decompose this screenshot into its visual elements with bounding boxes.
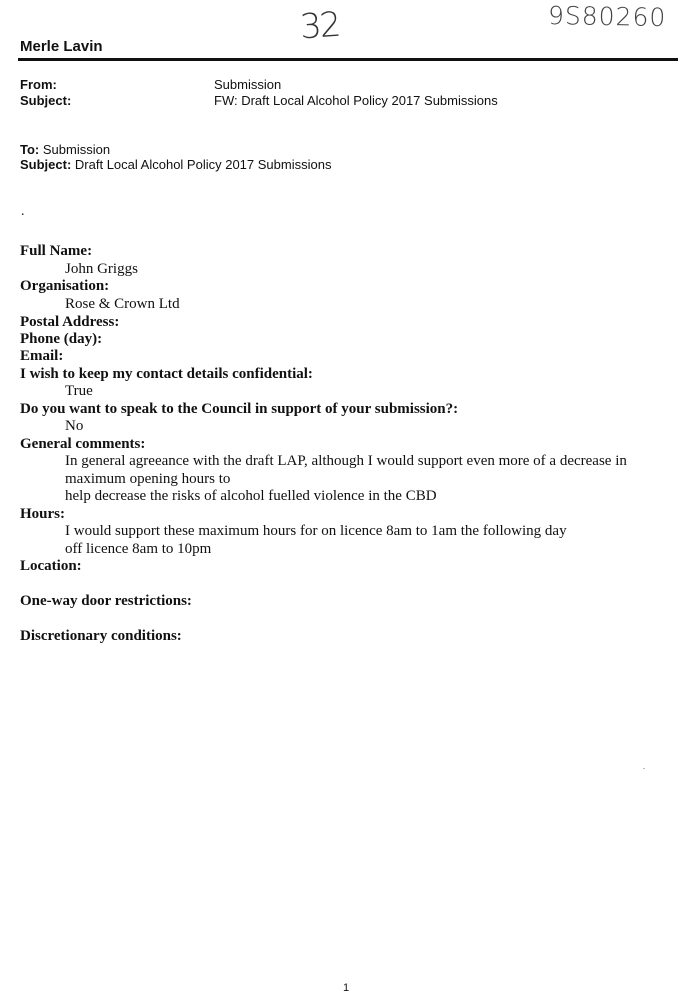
to-label: To: xyxy=(20,142,40,157)
from-value: Submission xyxy=(214,77,282,92)
forwarded-to xyxy=(20,142,110,157)
phone-label: Phone (day): xyxy=(20,331,103,347)
general-comments-line: In general agreeance with the draft LAP, although I would support even more of a decrease in xyxy=(65,453,627,469)
one-way-door-label: One-way door restrictions: xyxy=(20,593,192,609)
subject-value: FW: Draft Local Alcohol Policy 2017 Submissions xyxy=(214,93,498,108)
speak-value: No xyxy=(65,418,84,434)
hours-line: off licence 8am to 10pm xyxy=(65,541,212,557)
forwarded-subject-label: Subject: xyxy=(20,157,72,172)
full-name-label: Full Name: xyxy=(20,243,93,259)
confidential-value: True xyxy=(65,383,93,399)
organisation-value: Rose & Crown Ltd xyxy=(65,296,180,312)
general-comments-line: help decrease the risks of alcohol fuelled violence in the CBD xyxy=(65,488,437,504)
postal-address-label: Postal Address: xyxy=(20,314,120,330)
page-number: 1 xyxy=(343,982,350,994)
hours-label: Hours: xyxy=(20,506,65,522)
full-name-value: John Griggs xyxy=(65,261,138,277)
handwritten-reference: 9S80260 xyxy=(547,0,667,33)
from-label: From: xyxy=(20,77,57,92)
general-comments-line: maximum opening hours to xyxy=(65,471,231,487)
email-label: Email: xyxy=(20,348,64,364)
organisation-label: Organisation: xyxy=(20,278,110,294)
handwritten-number: 32 xyxy=(298,4,341,48)
hours-line: I would support these maximum hours for on licence 8am to 1am the following day xyxy=(65,523,567,539)
location-label: Location: xyxy=(20,558,82,574)
subject-label: Subject: xyxy=(20,93,72,108)
speak-label: Do you want to speak to the Council in support of your submission?: xyxy=(20,401,459,417)
forwarded-subject xyxy=(20,157,331,172)
general-comments-label: General comments: xyxy=(20,436,146,452)
sender-name: Merle Lavin xyxy=(20,38,103,55)
forwarded-subject-value: Draft Local Alcohol Policy 2017 Submissions xyxy=(74,157,332,172)
discretionary-conditions-label: Discretionary conditions: xyxy=(20,628,182,644)
to-value: Submission xyxy=(42,142,111,157)
confidential-label: I wish to keep my contact details confidential: xyxy=(20,366,313,382)
header-divider xyxy=(18,58,678,61)
stray-dot: . xyxy=(21,204,25,219)
scan-speck xyxy=(643,768,645,769)
